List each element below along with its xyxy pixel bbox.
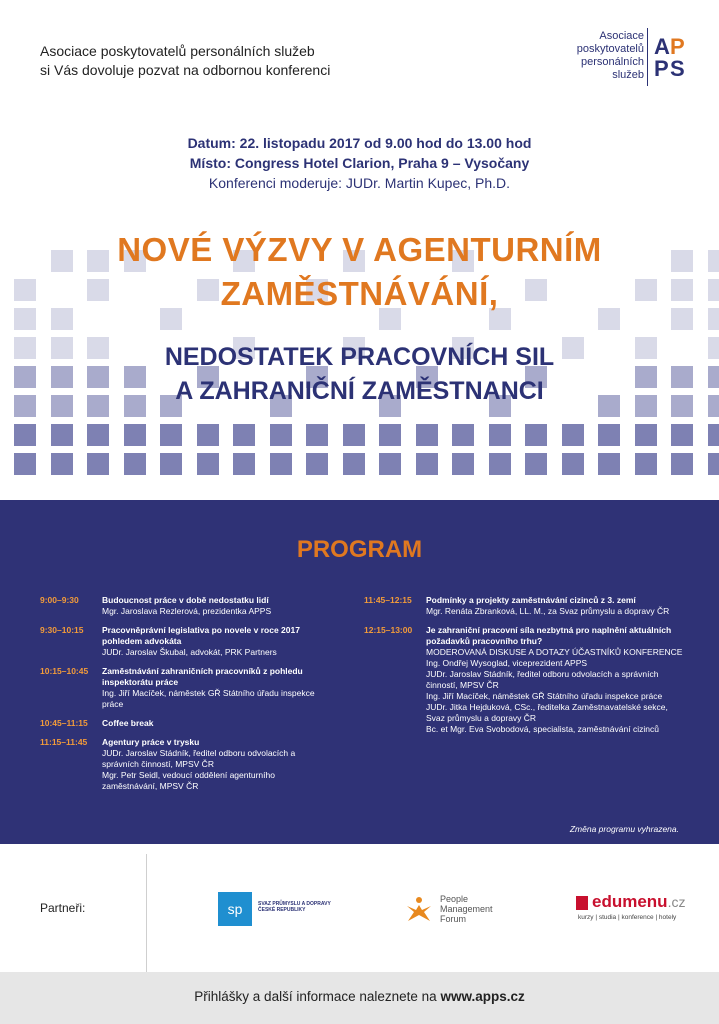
decor-square — [635, 453, 657, 475]
program-item — [40, 595, 330, 617]
program-topic: Agentury práce v trysku — [102, 737, 200, 747]
decor-square — [160, 424, 182, 446]
event-moderator: Konferenci moderuje: JUDr. Martin Kupec, Ph.D. — [208, 175, 511, 191]
decor-square — [270, 453, 292, 475]
program-item — [364, 595, 684, 617]
partners-label: Partneři: — [40, 901, 86, 915]
footer-label: Přihlášky a další informace naleznete na — [194, 989, 437, 1004]
partner-logo-pmf — [406, 892, 526, 928]
footer-text — [0, 989, 719, 1004]
decor-square — [197, 453, 219, 475]
decor-square — [160, 453, 182, 475]
decor-square — [124, 453, 146, 475]
logo-text-line: personálních — [581, 56, 644, 68]
decor-square — [562, 424, 584, 446]
decor-square — [416, 424, 438, 446]
decor-square — [562, 453, 584, 475]
decor-square — [51, 424, 73, 446]
intro-line-1: Asociace poskytovatelů personálních služeb — [40, 43, 315, 59]
pmf-text — [440, 894, 493, 924]
decor-square — [306, 424, 328, 446]
program-change-note: Změna programu vyhrazena. — [569, 824, 679, 834]
event-place: Místo: Congress Hotel Clarion, Praha 9 – Vysočany — [189, 155, 530, 171]
program-time: 11:15–11:45 — [40, 737, 88, 747]
program-time: 12:15–13:00 — [364, 625, 413, 635]
program-item — [40, 666, 330, 710]
edumenu-tagline: kurzy | studia | konference | hotely — [578, 914, 677, 921]
program-topic: Pracovněprávní legislativa po novele v roce 2017 pohledem advokáta — [102, 625, 300, 646]
decor-square — [489, 453, 511, 475]
decor-square — [635, 424, 657, 446]
title-line-2: ZAMĚSTNÁVÁNÍ, — [220, 275, 499, 312]
program-time: 10:45–11:15 — [40, 718, 88, 728]
program-section — [0, 500, 719, 844]
title-line-1: NOVÉ VÝZVY V AGENTURNÍM — [117, 231, 602, 268]
program-time: 10:15–10:45 — [40, 666, 89, 676]
partner-logo-edumenu — [576, 892, 686, 928]
decor-square — [671, 453, 693, 475]
program-item — [364, 625, 684, 735]
event-date: Datum: 22. listopadu 2017 od 9.00 hod do 13.00 hod — [187, 135, 532, 151]
decor-square — [233, 424, 255, 446]
logo-text-line: poskytovatelů — [576, 43, 644, 55]
event-details — [0, 133, 719, 193]
decor-square — [525, 453, 547, 475]
decor-square — [343, 424, 365, 446]
program-speaker: Mgr. Renáta Zbranková, LL. M., za Svaz průmyslu a dopravy ČR — [426, 606, 670, 616]
sub-title — [0, 340, 719, 408]
program-speaker: Ing. Jiří Macíček, náměstek GŘ Státního úřadu inspekce práce — [426, 691, 663, 701]
program-topic: Coffee break — [102, 718, 154, 728]
program-time: 11:45–12:15 — [364, 595, 412, 605]
decor-square — [87, 453, 109, 475]
svaz-mark: sp — [218, 892, 252, 926]
program-speaker: Mgr. Jaroslava Rezlerová, prezidentka APPS — [102, 606, 272, 616]
partner-logo-svaz — [218, 892, 338, 926]
decor-square — [379, 453, 401, 475]
decor-square — [87, 424, 109, 446]
partners-section — [0, 844, 719, 972]
decor-square — [416, 453, 438, 475]
program-speaker: MODEROVANÁ DISKUSE A DOTAZY ÚČASTNÍKŮ KONFERENCE — [426, 647, 683, 657]
partners-divider — [146, 854, 147, 972]
decor-square — [14, 453, 36, 475]
decor-square — [51, 453, 73, 475]
decor-square — [708, 453, 719, 475]
invitation-intro — [40, 42, 330, 80]
main-title — [0, 228, 719, 316]
footer-bar — [0, 972, 719, 1024]
decor-square — [452, 424, 474, 446]
program-column-left — [40, 595, 330, 800]
svaz-text: SVAZ PRŮMYSLU A DOPRAVY ČESKÉ REPUBLIKY — [258, 901, 331, 913]
decor-square — [708, 424, 719, 446]
program-speaker: JUDr. Jaroslav Stádník, ředitel odboru odvolacích a správních činností, MPSV ČR — [102, 748, 296, 769]
footer-link[interactable]: www.apps.cz — [440, 989, 525, 1004]
program-speaker: Ing. Jiří Macíček, náměstek GŘ Státního úřadu inspekce práce — [102, 688, 315, 709]
program-topic: Je zahraniční pracovní síla nezbytná pro naplnění aktuálních požadavků pracovního trhu? — [426, 625, 672, 646]
program-speaker: Ing. Ondřej Wysoglad, viceprezident APPS — [426, 658, 588, 668]
logo-text-line: služeb — [612, 69, 644, 81]
program-topic: Budoucnost práce v době nedostatku lidí — [102, 595, 269, 605]
logo-text — [554, 30, 644, 82]
program-item — [40, 737, 330, 792]
decor-square — [270, 424, 292, 446]
edumenu-brand — [592, 892, 685, 912]
decor-square — [14, 424, 36, 446]
program-time: 9:30–10:15 — [40, 625, 84, 635]
program-speaker: JUDr. Jaroslav Stádník, ředitel odboru odvolacích a správních činností, MPSV ČR — [426, 669, 659, 690]
program-speaker: Mgr. Petr Seidl, vedoucí oddělení agenturního zaměstnávání, MPSV ČR — [102, 770, 275, 791]
program-column-right — [364, 595, 684, 743]
logo-letter: P — [670, 34, 685, 59]
program-speaker: JUDr. Jitka Hejduková, CSc., ředitelka Zaměstnavatelské sekce, Svaz průmyslu a dopravy ČR — [426, 702, 668, 723]
edumenu-name: edumenu — [592, 892, 668, 911]
apps-logo — [576, 28, 692, 90]
decor-square — [598, 424, 620, 446]
decor-square — [379, 424, 401, 446]
logo-letter: S — [670, 56, 685, 81]
decor-square — [306, 453, 328, 475]
decor-square — [489, 424, 511, 446]
decor-square — [452, 453, 474, 475]
program-heading: PROGRAM — [296, 536, 423, 563]
decor-square — [598, 453, 620, 475]
intro-line-2: si Vás dovoluje pozvat na odbornou konferenci — [40, 62, 331, 78]
logo-letter: P — [654, 56, 669, 81]
program-speaker: Bc. et Mgr. Eva Svobodová, specialista, zaměstnávání cizinců — [426, 724, 659, 734]
decor-square — [343, 453, 365, 475]
pmf-text-line: People — [440, 894, 469, 904]
decor-square — [124, 424, 146, 446]
logo-letter: A — [654, 34, 670, 59]
decor-square — [671, 424, 693, 446]
program-topic: Podmínky a projekty zaměstnávání cizinců z 3. zemí — [426, 595, 636, 605]
edumenu-book-icon — [576, 896, 588, 910]
decor-square — [525, 424, 547, 446]
program-item — [40, 625, 330, 658]
logo-mark — [647, 28, 692, 86]
program-topic: Zaměstnávání zahraničních pracovníků z pohledu inspektorátu práce — [102, 666, 303, 687]
title-line-3: NEDOSTATEK PRACOVNÍCH SIL — [164, 343, 555, 371]
program-speaker: JUDr. Jaroslav Škubal, advokát, PRK Partners — [102, 647, 277, 657]
edumenu-tld: .cz — [667, 894, 686, 910]
program-item — [40, 718, 330, 729]
decor-square — [197, 424, 219, 446]
decor-square — [233, 453, 255, 475]
pmf-text-line: Forum — [440, 914, 467, 924]
logo-text-line: Asociace — [599, 30, 644, 42]
program-time: 9:00–9:30 — [40, 595, 79, 605]
title-line-4: A ZAHRANIČNÍ ZAMĚSTNANCI — [175, 377, 544, 405]
pmf-text-line: Management — [440, 904, 493, 914]
pmf-star-icon — [406, 896, 432, 922]
